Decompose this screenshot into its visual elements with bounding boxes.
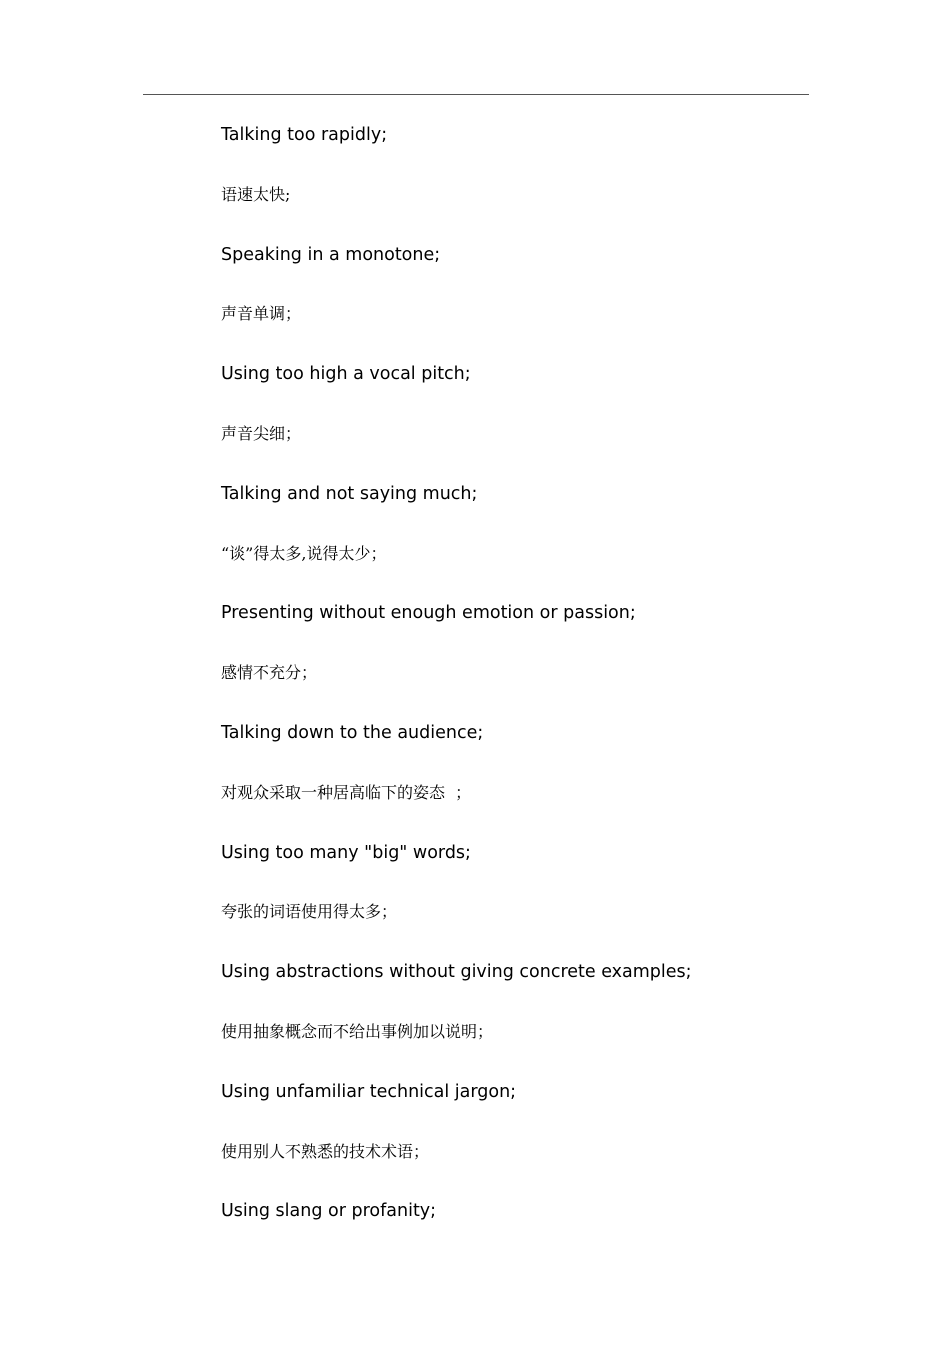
list-item-en: Using unfamiliar technical jargon;: [221, 1081, 517, 1102]
list-item-en: Using too many "big" words;: [221, 842, 471, 863]
list-item-en: Using too high a vocal pitch;: [221, 364, 471, 385]
list-item-zh: 使用抽象概念而不给出事例加以说明；: [221, 1021, 494, 1041]
list-item-zh: 声音尖细；: [221, 423, 302, 443]
list-item-en: Using abstractions without giving concrete examples;: [221, 962, 692, 983]
list-item-en: Speaking in a monotone;: [221, 244, 441, 265]
header-rule: [143, 94, 809, 95]
list-item-zh: 对观众采取一种居高临下的姿态 ；: [221, 782, 472, 802]
phrase-list: [221, 123, 821, 1259]
list-item-zh: 声音单调；: [221, 304, 302, 324]
list-item-en: Using slang or profanity;: [221, 1201, 437, 1222]
list-item-en: Talking and not saying much;: [221, 483, 478, 504]
list-item-zh: 使用别人不熟悉的技术术语；: [221, 1141, 430, 1161]
list-item-zh: 语速太快;: [221, 184, 291, 204]
list-item-zh: “谈”得太多,说得太少；: [221, 543, 387, 563]
list-item-en: Talking too rapidly;: [221, 125, 388, 145]
list-item-en: Presenting without enough emotion or passion;: [221, 603, 636, 624]
list-item-zh: 感情不充分；: [221, 663, 318, 683]
list-item-en: Talking down to the audience;: [221, 722, 484, 743]
list-item-zh: 夸张的词语使用得太多；: [221, 902, 398, 922]
